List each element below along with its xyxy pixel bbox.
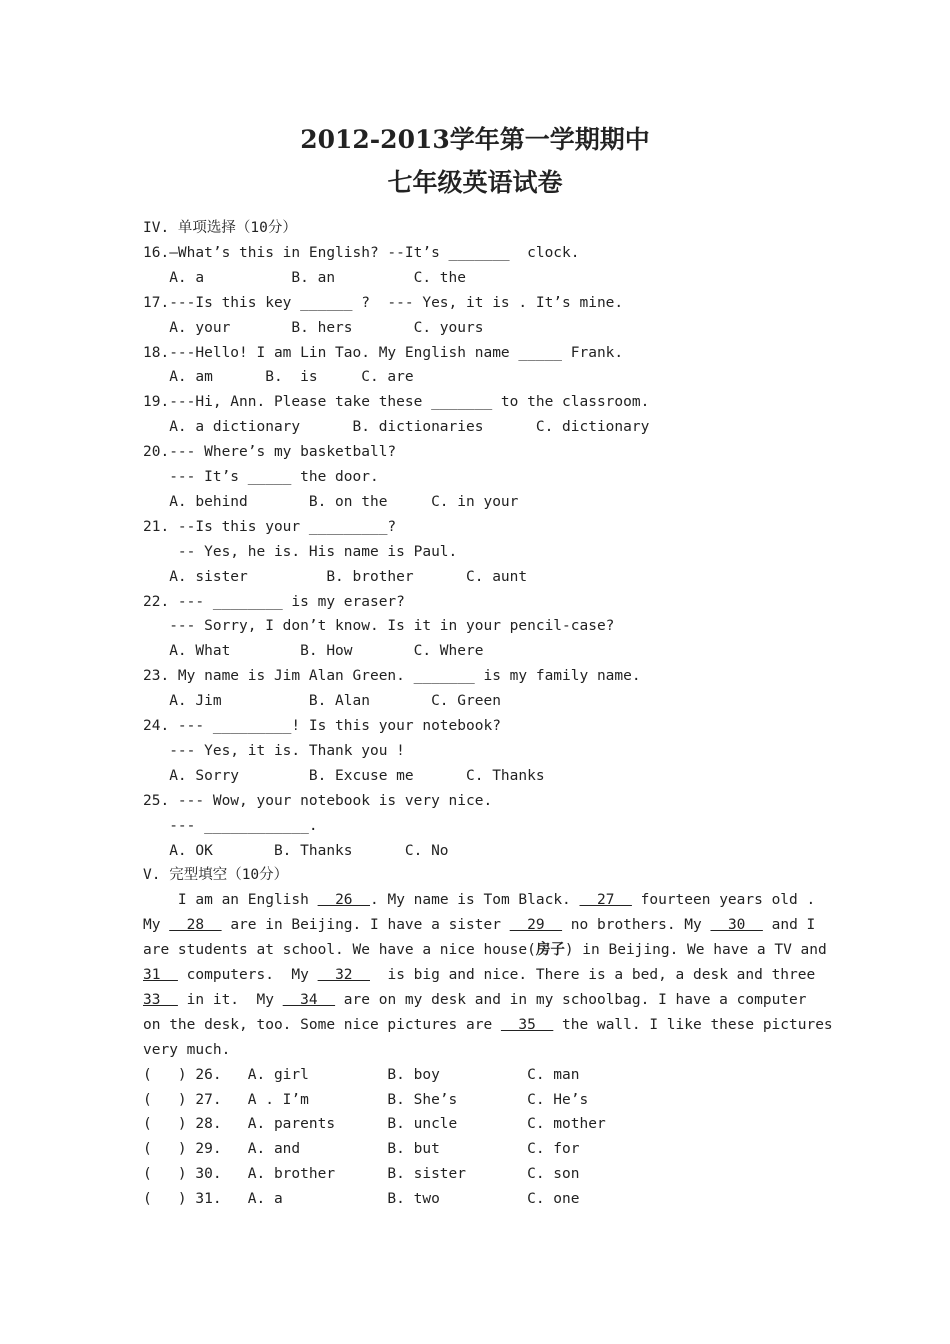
question-line: A. a dictionary B. dictionaries C. dictionary xyxy=(143,419,650,436)
passage-text: are on my desk and in my schoolbag. I have a computer xyxy=(335,991,807,1008)
passage-text: is big and nice. There is a bed, a desk and three xyxy=(370,967,816,983)
passage-text: computers. My xyxy=(177,967,318,983)
passage-text: the wall. I like these pictures xyxy=(553,1016,833,1033)
passage-text: My xyxy=(143,917,170,934)
cloze-option-line: ( ) 27. A . I’m B. She’s C. He’s xyxy=(143,1091,589,1108)
question-line: A. am B. is C. are xyxy=(143,369,414,386)
passage-line xyxy=(143,1040,230,1060)
passage-line xyxy=(143,1015,833,1035)
passage-text: in it. My xyxy=(177,991,283,1008)
question-line: 20.--- Where’s my basketball? xyxy=(143,444,397,461)
passage-line xyxy=(143,990,806,1010)
cloze-option-line: ( ) 31. A. a B. two C. one xyxy=(143,1191,580,1208)
blank-number: 30 xyxy=(710,917,763,934)
passage-text: are in Beijing. I have a sister xyxy=(221,917,510,934)
exam-title-line2: 七年级英语试卷 xyxy=(387,168,563,197)
question-line: A. Sorry B. Excuse me C. Thanks xyxy=(143,767,545,784)
cloze-option-line: ( ) 28. A. parents B. uncle C. mother xyxy=(143,1116,606,1133)
question-line: A. OK B. Thanks C. No xyxy=(143,842,449,859)
question-line: --- Sorry, I don’t know. Is it in your pencil-case? xyxy=(143,618,615,635)
exam-title-line1: 2012-2013学年第一学期期中 xyxy=(300,125,650,154)
question-line: 19.---Hi, Ann. Please take these _______ to the classroom. xyxy=(143,394,650,411)
question-line: A. sister B. brother C. aunt xyxy=(143,568,528,585)
blank-number: 32 xyxy=(317,967,370,983)
passage-text: ) in Beijing. We have a TV and xyxy=(564,942,827,959)
question-line: A. your B. hers C. yours xyxy=(143,319,484,336)
cloze-option-line: ( ) 26. A. girl B. boy C. man xyxy=(143,1066,580,1083)
passage-line xyxy=(143,915,815,935)
question-line: 25. --- Wow, your notebook is very nice. xyxy=(143,792,493,809)
question-line: 23. My name is Jim Alan Green. _______ is my family name. xyxy=(143,668,641,685)
question-line: 17.---Is this key ______ ? --- Yes, it is . It’s mine. xyxy=(143,294,624,311)
blank-number: 34 xyxy=(282,991,336,1008)
question-line: 24. --- _________! Is this your notebook? xyxy=(143,718,501,734)
blank-number: 28 xyxy=(169,917,222,934)
passage-text: and I xyxy=(762,917,816,934)
question-line: --- Yes, it is. Thank you ! xyxy=(143,742,405,759)
gloss-word: 房子 xyxy=(535,942,565,959)
cloze-option-line: ( ) 29. A. and B. but C. for xyxy=(143,1141,580,1158)
passage-line xyxy=(143,940,827,960)
blank-number: 31 xyxy=(143,967,178,983)
cloze-option-line: ( ) 30. A. brother B. sister C. son xyxy=(143,1166,580,1183)
question-line: 21. --Is this your _________? xyxy=(143,518,397,535)
question-line: -- Yes, he is. His name is Paul. xyxy=(143,543,458,560)
passage-text: I am an English xyxy=(143,892,318,909)
question-line: 22. --- ________ is my eraser? xyxy=(143,593,405,610)
passage-text: no brothers. My xyxy=(562,917,711,934)
passage-text: on the desk, too. Some nice pictures are xyxy=(143,1016,501,1033)
passage-text: . My name is Tom Black. xyxy=(370,892,580,909)
section-v-heading: V. 完型填空（10分） xyxy=(143,867,289,884)
blank-number: 29 xyxy=(509,917,563,934)
blank-number: 33 xyxy=(143,991,178,1008)
passage-text: are students at school. We have a nice house( xyxy=(143,942,536,959)
section-iv-heading: IV. 单项选择（10分） xyxy=(143,220,297,236)
passage-text: very much. xyxy=(143,1041,231,1058)
question-line: --- It’s _____ the door. xyxy=(143,469,379,485)
blank-number: 26 xyxy=(317,892,370,909)
question-line: A. a B. an C. the xyxy=(143,269,467,286)
passage-line xyxy=(143,965,815,985)
question-line: 16.—What’s this in English? --It’s _______ clock. xyxy=(143,244,580,261)
question-line: --- ____________. xyxy=(143,817,318,834)
question-line: A. Jim B. Alan C. Green xyxy=(143,693,501,710)
passage-line xyxy=(143,890,815,910)
question-line: A. behind B. on the C. in your xyxy=(143,493,519,510)
blank-number: 27 xyxy=(579,892,632,909)
passage-text: fourteen years old . xyxy=(631,892,816,909)
blank-number: 35 xyxy=(500,1016,554,1033)
question-line: 18.---Hello! I am Lin Tao. My English name _____ Frank. xyxy=(143,344,624,361)
question-line: A. What B. How C. Where xyxy=(143,643,484,660)
